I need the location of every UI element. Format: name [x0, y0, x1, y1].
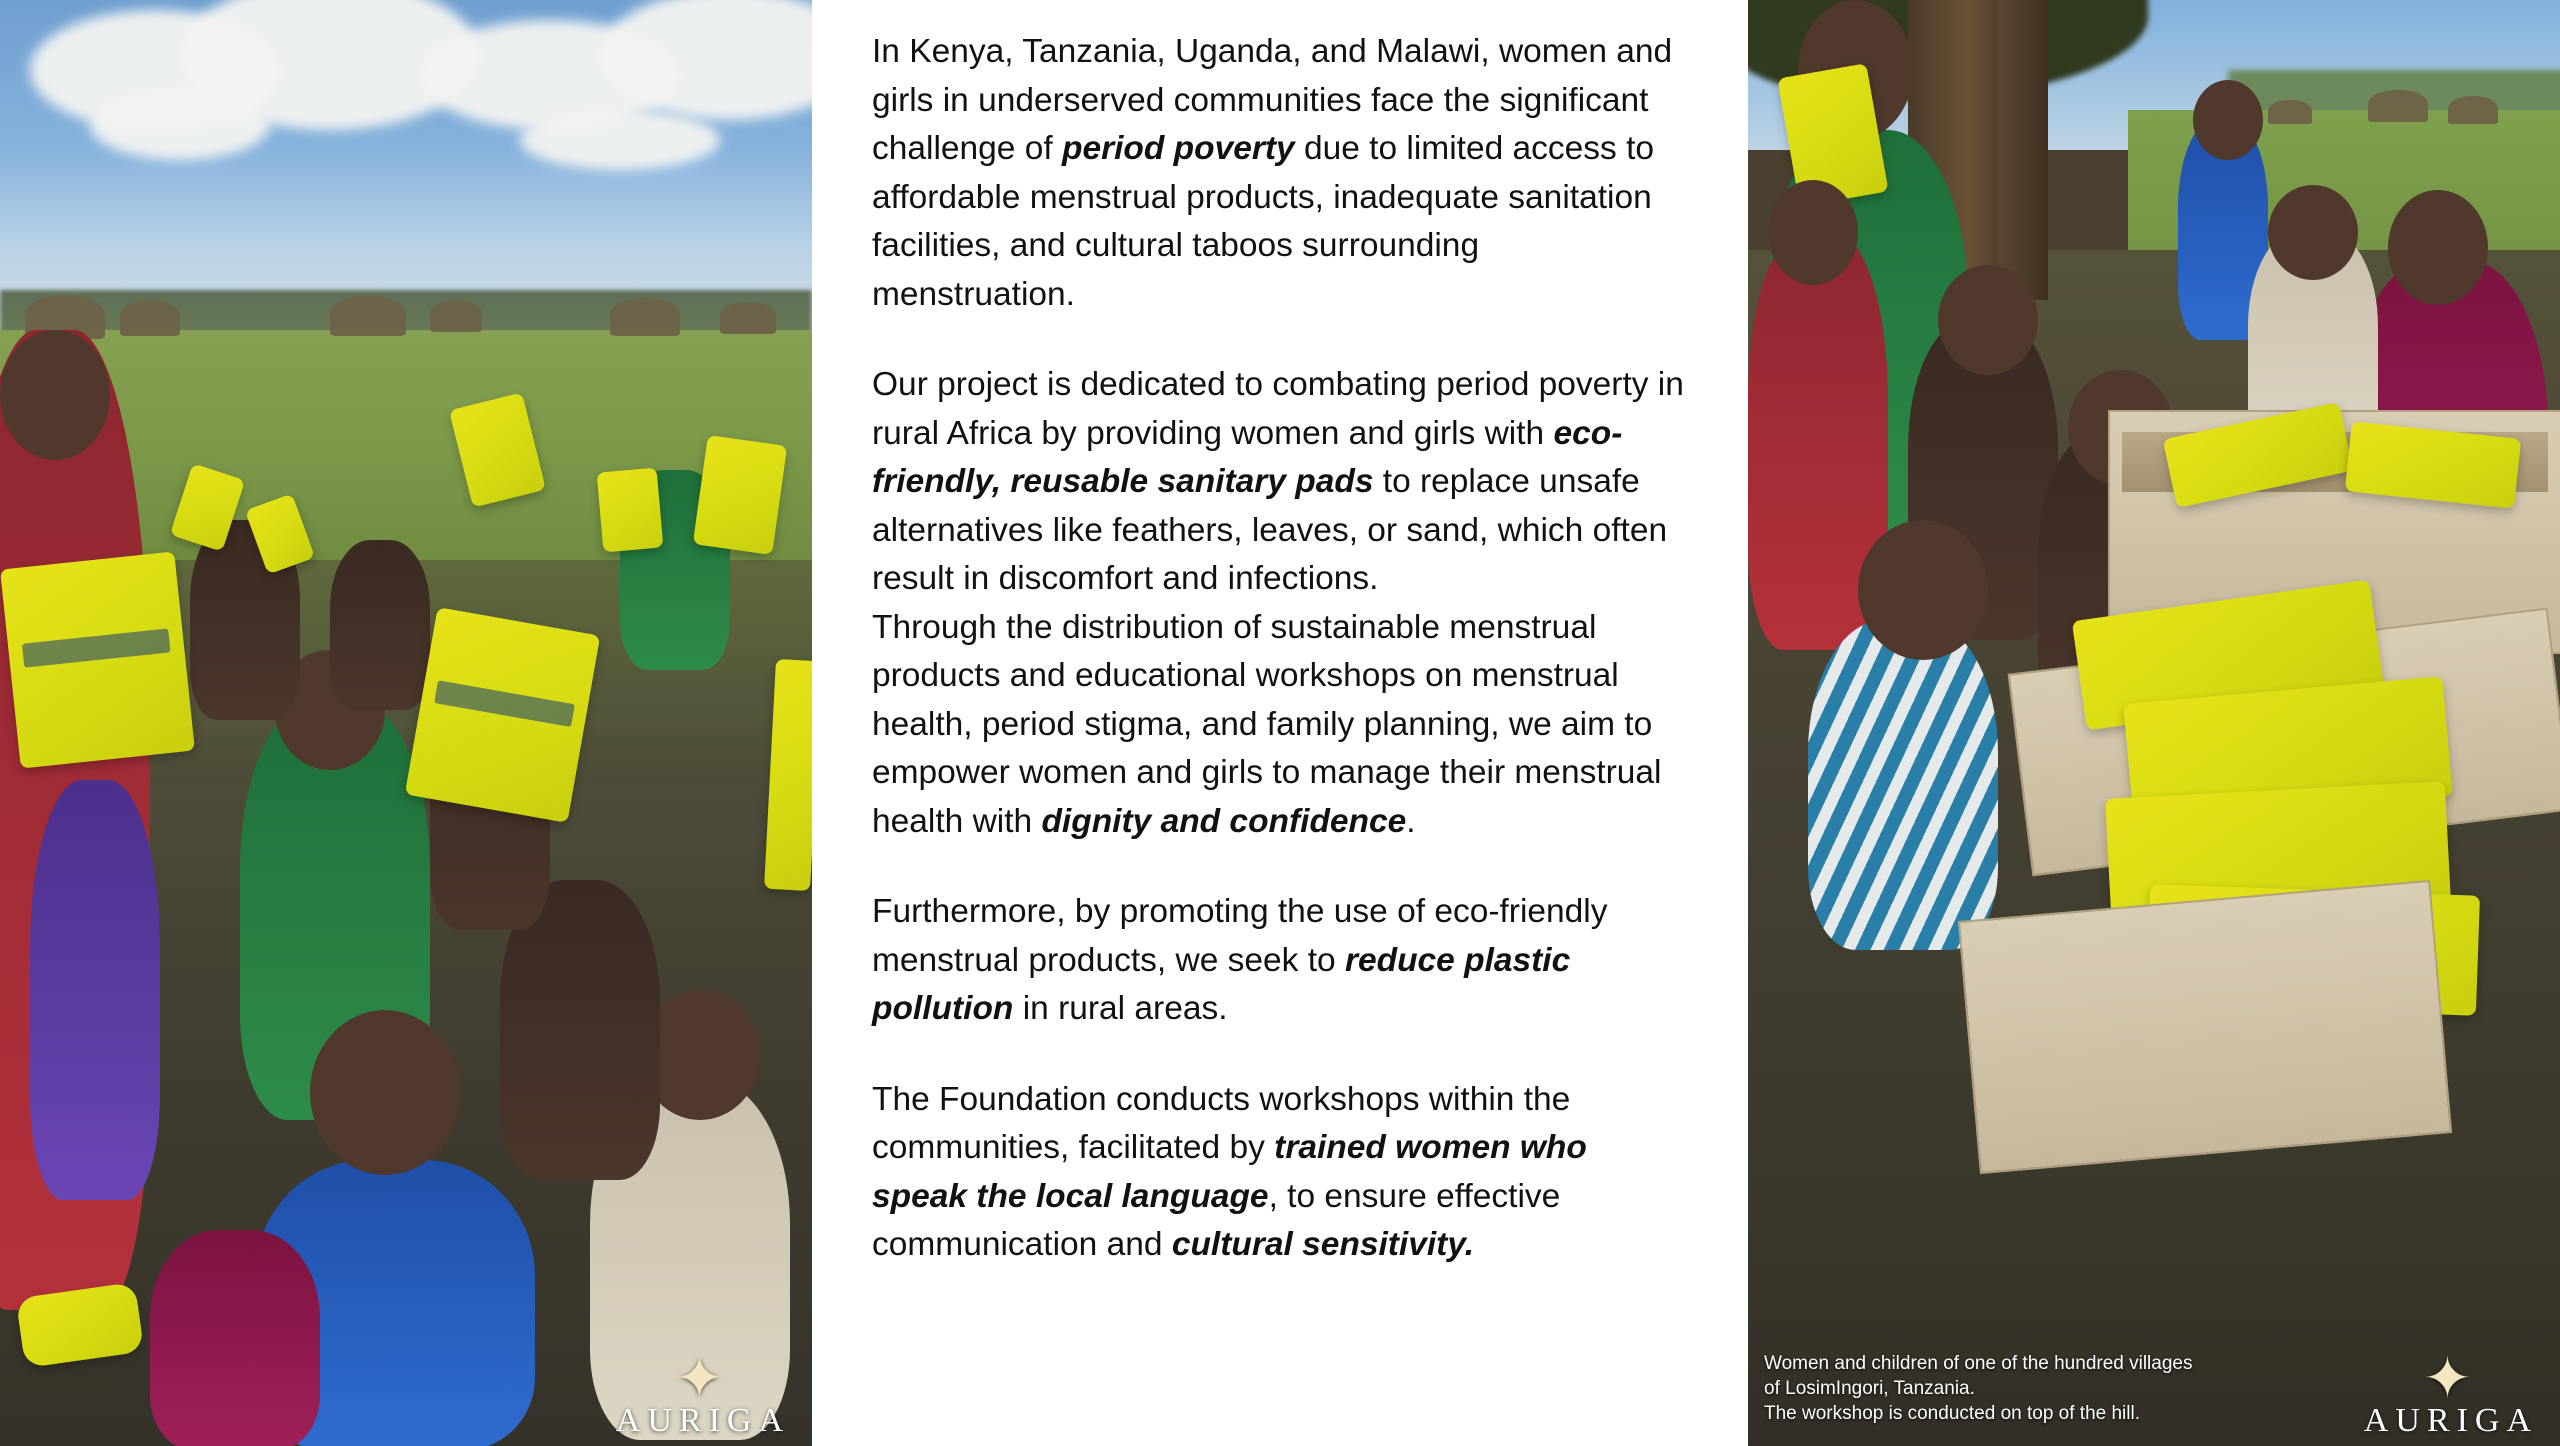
sanitary-pad-pack — [0, 551, 195, 768]
person-head — [1938, 265, 2038, 375]
caption-line-1: Women and children of one of the hundred villages — [1764, 1352, 2193, 1374]
caption-line-3: The workshop is conducted on top of the hill. — [1764, 1402, 2141, 1424]
auriga-logo — [2357, 1346, 2538, 1440]
p5-part-c: , to ensure effective communication and — [872, 1177, 1561, 1263]
p4-part-c: in rural areas. — [1013, 990, 1228, 1027]
person-head — [2388, 190, 2488, 305]
cardboard-box-flat — [1958, 880, 2452, 1174]
person-head — [2268, 185, 2358, 280]
village-hut — [330, 296, 406, 336]
pack-label — [22, 628, 171, 667]
person-head — [310, 1010, 460, 1175]
paragraph-3 — [872, 604, 1688, 847]
p5-emphasis-1: trained women who speak the local language — [872, 1129, 1587, 1215]
p2-part-a: Our project is dedicated to combating period poverty in rural Africa by providing women and girls with — [872, 366, 1684, 452]
star-burst-icon: ✦ — [2423, 1346, 2472, 1411]
village-hut — [120, 300, 180, 336]
p1-emphasis: period poverty — [1061, 130, 1295, 167]
auriga-logo — [609, 1346, 790, 1440]
p2-part-c: to replace unsafe alternatives like feathers, leaves, or sand, which often result in discomfort and infections. — [872, 463, 1668, 597]
person-figure — [330, 540, 430, 710]
auriga-logo-text: AURIGA — [615, 1402, 790, 1439]
paragraph-5 — [872, 1076, 1688, 1270]
cloud — [520, 110, 720, 170]
sanitary-pad-pack — [405, 607, 600, 823]
p5-emphasis-2: cultural sensitivity. — [1171, 1226, 1475, 1263]
village-hut — [610, 298, 680, 336]
tree-trunk — [1998, 0, 2048, 300]
person-head — [1768, 180, 1858, 285]
paragraph-1 — [872, 28, 1688, 319]
village-hut — [2368, 90, 2428, 122]
cloud — [90, 90, 270, 160]
p1-part-a: In Kenya, Tanzania, Uganda, and Malawi, women and girls in underserved communities face the significant challenge of — [872, 33, 1673, 167]
person-head — [2193, 80, 2263, 160]
village-hut — [720, 302, 776, 334]
village-hut — [2268, 100, 2312, 124]
caption-line-2: of LosimIngori, Tanzania. — [1764, 1377, 1975, 1399]
person-head — [1858, 520, 1988, 660]
p1-part-c: due to limited access to affordable menstrual products, inadequate sanitation facilities, and cultural taboos surrounding menstruation. — [872, 130, 1655, 313]
p2-emphasis: eco-friendly, reusable sanitary pads — [872, 414, 1623, 500]
text-column — [812, 0, 1748, 1446]
person-figure-child — [1808, 620, 1998, 950]
p4-part-a: Furthermore, by promoting the use of eco-friendly menstrual products, we seek to — [872, 893, 1608, 979]
paragraph-2 — [872, 361, 1688, 604]
sanitary-pad-pack — [597, 468, 664, 553]
paragraph-4 — [872, 888, 1688, 1034]
auriga-logo-text: AURIGA — [2363, 1402, 2538, 1439]
person-head — [0, 330, 110, 460]
village-hut — [2448, 96, 2498, 124]
right-photograph — [1748, 0, 2560, 1446]
p3-part-c: . — [1406, 802, 1416, 840]
p4-emphasis: reduce plastic pollution — [872, 941, 1571, 1027]
star-burst-icon: ✦ — [675, 1346, 724, 1411]
village-hut — [430, 300, 482, 332]
left-photograph — [0, 0, 812, 1446]
sanitary-pad-pack — [693, 435, 788, 555]
person-figure — [30, 780, 160, 1200]
p5-part-a: The Foundation conducts workshops within the communities, facilitated by — [872, 1080, 1571, 1166]
photo-caption — [1764, 1351, 2324, 1426]
body-copy — [872, 28, 1688, 1270]
pack-label — [434, 680, 574, 727]
p3-emphasis: dignity and confidence — [1041, 802, 1407, 840]
p3-part-a: Through the distribution of sustainable menstrual products and educational workshops on menstrual health, period stigma, and family planning, we aim to empower women and girls to manage their menstrual health with — [872, 608, 1662, 840]
person-figure — [150, 1230, 320, 1446]
